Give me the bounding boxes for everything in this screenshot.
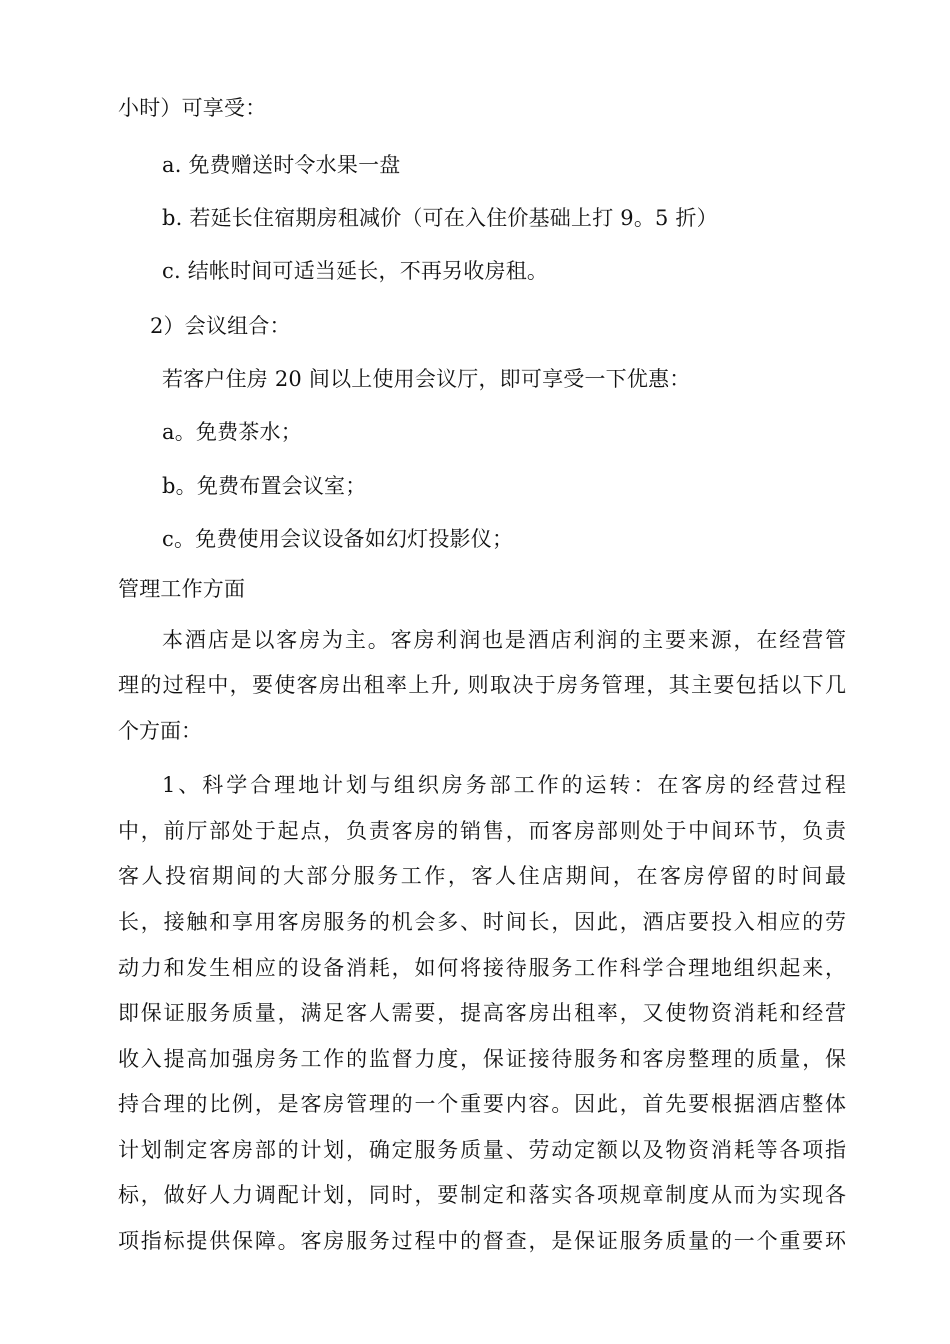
- paragraph-2-line-5: 动力和发生相应的设备消耗，如何将接待服务工作科学合理地组织起来，: [118, 956, 846, 980]
- paragraph-1-line-3: 个方面：: [118, 719, 202, 743]
- paragraph-2-line-7: 收入提高加强房务工作的监督力度，保证接待服务和客房整理的质量，保: [118, 1047, 846, 1071]
- list-item-c: c. 结帐时间可适当延长，不再另收房租。: [162, 259, 549, 283]
- paragraph-2-line-6: 即保证服务质量，满足客人需要，提高客房出租率，又使物资消耗和经营: [118, 1001, 846, 1025]
- paragraph-2-line-10: 标，做好人力调配计划，同时，要制定和落实各项规章制度从而为实现各: [118, 1183, 846, 1207]
- meeting-condition: 若客户住房 20 间以上使用会议厅，即可享受一下优惠：: [162, 367, 691, 391]
- paragraph-2-line-9: 计划制定客房部的计划，确定服务质量、劳动定额以及物资消耗等各项指: [118, 1138, 846, 1162]
- list-item-b: b. 若延长住宿期房租减价（可在入住价基础上打 9。5 折）: [162, 206, 718, 230]
- meeting-item-c: c。免费使用会议设备如幻灯投影仪；: [162, 527, 514, 551]
- paragraph-2-line-11: 项指标提供保障。客房服务过程中的督查，是保证服务质量的一个重要环: [118, 1229, 846, 1253]
- paragraph-2-line-1: 1、科学合理地计划与组织房务部工作的运转：在客房的经营过程: [162, 773, 846, 797]
- paragraph-2-line-8: 持合理的比例，是客房管理的一个重要内容。因此，首先要根据酒店整体: [118, 1092, 846, 1116]
- list-item-a: a. 免费赠送时令水果一盘: [162, 153, 401, 177]
- paragraph-1-line-2: 理的过程中，要使客房出租率上升, 则取决于房务管理，其主要包括以下几: [118, 673, 846, 697]
- meeting-item-a: a。免费茶水；: [162, 420, 302, 444]
- paragraph-2-line-3: 客人投宿期间的大部分服务工作，客人住店期间，在客房停留的时间最: [118, 864, 846, 888]
- paragraph-2-line-2: 中，前厅部处于起点，负责客房的销售，而客房部则处于中间环节，负责: [118, 819, 846, 843]
- meeting-item-b: b。免费布置会议室；: [162, 474, 367, 498]
- paragraph-1-line-1: 本酒店是以客房为主。客房利润也是酒店利润的主要来源，在经营管: [162, 628, 846, 652]
- text-line-1: 小时）可享受：: [118, 96, 267, 120]
- section-heading-management: 管理工作方面: [118, 577, 246, 601]
- paragraph-2-line-4: 长，接触和享用客房服务的机会多、时间长，因此，酒店要投入相应的劳: [118, 910, 846, 934]
- section-heading-meeting-package: 2）会议组合：: [150, 314, 291, 338]
